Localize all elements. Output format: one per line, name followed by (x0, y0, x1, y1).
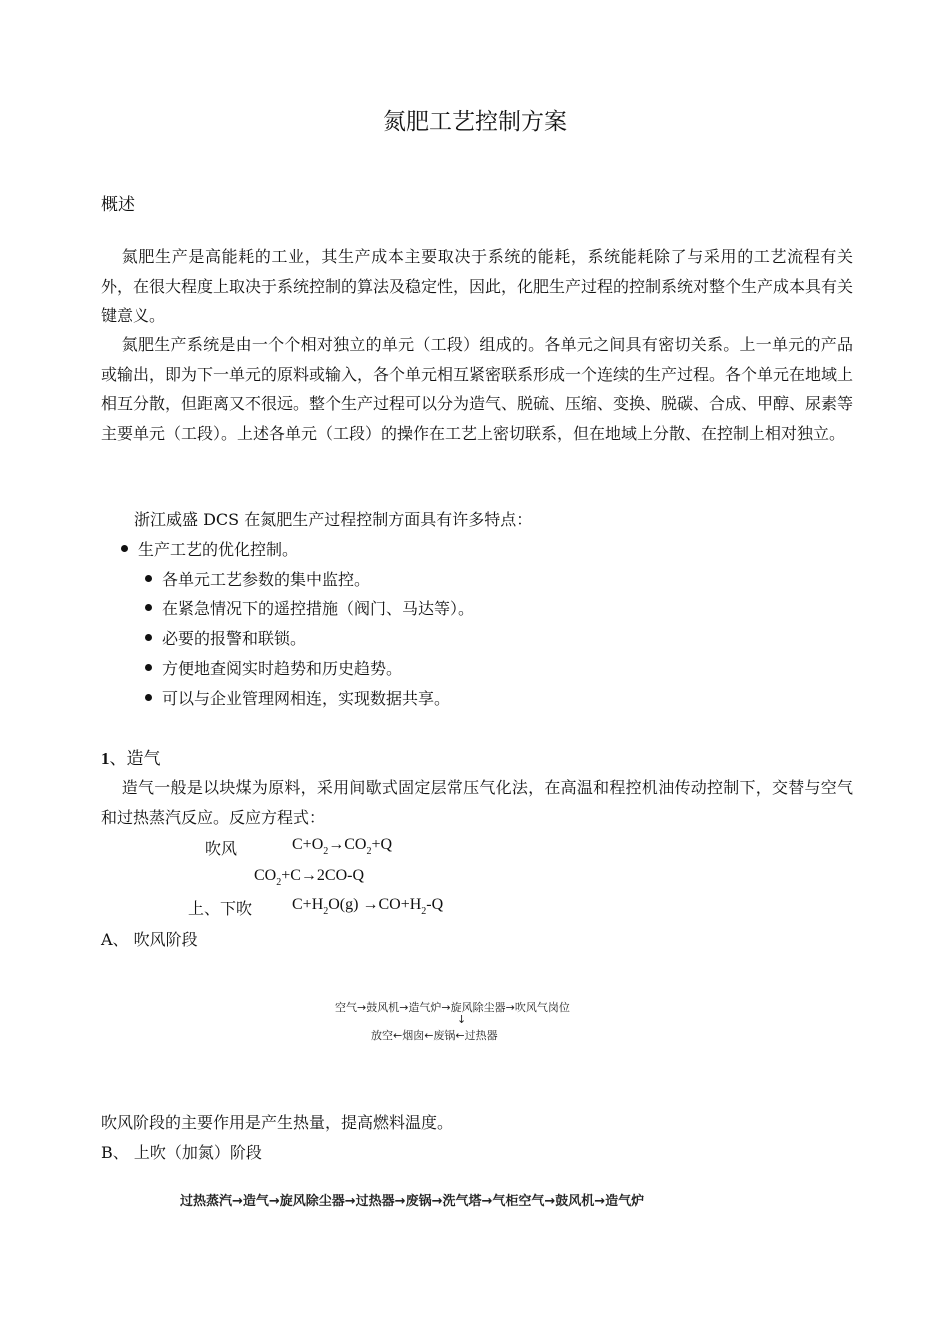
equation-label-blow: 吹风 (205, 839, 238, 858)
stage-a-description: 吹风阶段的主要作用是产生热量，提高燃料温度。 (101, 1113, 454, 1132)
paragraph-2: 氮肥生产系统是由一个个相对独立的单元（工段）组成的。各单元之间具有密切关系。上一单元的产品或输出，即为下一单元的原料或输入，各个单元相互紧密联系形成一个连续的生产过程。各个单元在地域上相互分散，但距离又不很远。整个生产过程可以分为造气、脱硫、压缩、变换、脱碳、合成、甲醇、尿素等主要单元（工段）。上述各单元（工段）的操作在工艺上密切联系，但在地域上分散、在控制上相对独立。 (101, 335, 854, 443)
feature-item (145, 656, 402, 679)
feature-text: 方便地查阅实时趋势和历史趋势。 (162, 659, 403, 678)
features-intro: 浙江威盛 DCS 在氮肥生产过程控制方面具有许多特点： (134, 510, 533, 529)
section-paragraph: 造气一般是以块煤为原料，采用间歇式固定层常压气化法，在高温和程控机油传动控制下，交替与空气和过热蒸汽反应。反应方程式： (101, 778, 853, 827)
bullet-icon (145, 575, 152, 582)
bullet-icon (145, 694, 152, 701)
section-heading (101, 744, 161, 769)
feature-item (145, 567, 370, 590)
feature-item (145, 686, 450, 709)
bullet-icon (145, 634, 152, 641)
feature-text: 必要的报警和联锁。 (162, 629, 307, 648)
equation-1: $C+O_2\to CO_2+Q$ (292, 836, 393, 857)
flow-a-line-2: 放空←烟囱←废锅←过热器 (371, 1029, 498, 1042)
stage-a-heading: A、 吹风阶段 (101, 930, 198, 949)
feature-item (145, 596, 474, 619)
flow-b-line: 过热蒸汽→造气→旋风除尘器→过热器→废锅→洗气塔→气柜空气→鼓风机→造气炉 (180, 1194, 645, 1209)
page-title: 氮肥工艺控制方案 (383, 109, 567, 135)
flow-a-arrow-icon: ↓ (457, 1013, 467, 1026)
equation-label-updown: 上、下吹 (188, 899, 253, 918)
feature-text: 各单元工艺参数的集中监控。 (162, 570, 371, 589)
bullet-icon (145, 664, 152, 671)
equation-3: $C+H_2O(g) \to CO+H_2-Q$ (292, 896, 444, 917)
paragraph-1: 氮肥生产是高能耗的工业，其生产成本主要取决于系统的能耗，系统能耗除了与采用的工艺流程有关外，在很大程度上取决于系统控制的算法及稳定性，因此，化肥生产过程的控制系统对整个生产成本具有关键意义。 (101, 247, 854, 325)
feature-text: 在紧急情况下的遥控措施（阀门、马达等）。 (162, 599, 475, 618)
feature-text: 生产工艺的优化控制。 (138, 540, 299, 559)
bullet-icon (145, 604, 152, 611)
feature-item (145, 626, 306, 649)
stage-b-heading: B、 上吹（加氮）阶段 (101, 1143, 262, 1162)
bullet-icon (121, 545, 128, 552)
feature-text: 可以与企业管理网相连，实现数据共享。 (162, 689, 451, 708)
section-title: 、造气 (109, 749, 161, 769)
section-number: 1 (101, 749, 110, 768)
equation-2: $CO_2+C\to 2CO-Q$ (254, 867, 365, 888)
flow-a-line-1: 空气→鼓风机→造气炉→旋风除尘器→吹风气岗位 (335, 1001, 570, 1014)
overview-heading: 概述 (101, 195, 135, 215)
feature-item (121, 537, 298, 560)
